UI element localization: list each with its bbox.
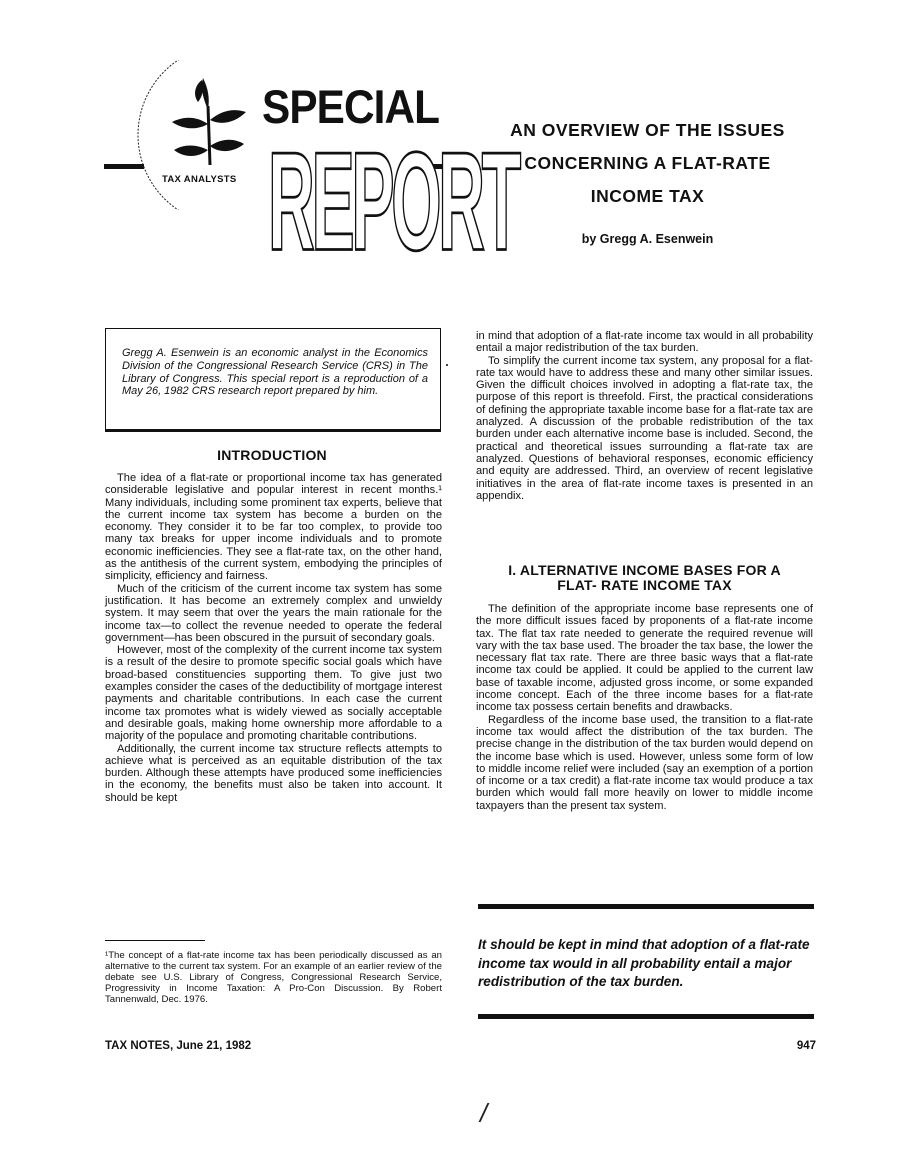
pull-quote-rule-top [478,904,814,909]
continuation-paragraph: in mind that adoption of a flat-rate income tax would in all probability entail a major redistribution of the tax burden. [476,330,813,355]
section-1-paragraph: Regardless of the income base used, the transition to a flat-rate income tax would affect the distribution of the tax burden. The precise change in the distribution of the tax burden would depend on the income base which is used. However, unless some form of low to middle income relief were included (say an exemption of a portion of income or a tax credit) a flat-rate income tax would produce a tax burden which would fall more heavily on lower to middle income taxpayers than the present tax system. [476,713,813,812]
footnote-rule [105,940,205,941]
stray-tick [446,364,448,366]
title-line-1: AN OVERVIEW OF THE ISSUES [510,120,785,140]
title-line-3: INCOME TAX [590,186,705,206]
right-column-body [476,330,813,502]
logo-word-special: SPECIAL [262,80,440,133]
byline: by Gregg A. Esenwein [581,232,714,246]
pull-quote-rule-bottom [478,1014,814,1019]
intro-paragraph: The idea of a flat-rate or proportional income tax has generated considerable legislative and popular interest in recent months.¹ Many individuals, including some prominent tax experts, believe that the current income tax system has become a burden on the economy. They consider it to be far too complex, to provide too many tax breaks for upper income individuals and to promote economic inefficiencies. They see a flat-rate tax, on the other hand, as the antithesis of the current system, embodying the principles of simplicity, efficiency and fairness. [105,472,442,583]
logo-left-dash [104,164,144,169]
introduction-body [105,472,442,804]
section-1-heading-line-2: FLAT- RATE INCOME TAX [557,577,732,593]
section-1-heading-line-1: I. ALTERNATIVE INCOME BASES FOR A [508,562,781,578]
special-report-logo [100,60,518,285]
title-line-2: CONCERNING A FLAT-RATE [524,153,771,173]
footnote: ¹The concept of a flat-rate income tax has been periodically discussed as an alternative to the current tax system. For an example of an earlier review of the debate see U.S. Library of Congress, Congressional Research Service, Progressivity in Income Taxation: A Pro-Con Discussion. By Robert Tannenwald, Dec. 1976. [105,950,442,1005]
purpose-paragraph: To simplify the current income tax system, any proposal for a flat-rate tax would have to address these and many other similar issues. Given the difficult choices involved in adopting a flat-rate tax, the purpose of this report is threefold. First, the practical considerations of defining the appropriate taxable income base for a flat-rate tax are analyzed. A discussion of the probable redistribution of the tax burden under each alternative income base is included. Second, the practical and theoretical issues surrounding a flat-rate tax are analyzed. Questions of behavioral responses, economic efficiency and equity are addressed. Third, an overview of recent legislative initiatives in the area of flat-rate income taxes is presented in an appendix. [476,354,813,502]
stray-slash-mark: / [480,1098,488,1128]
introduction-heading: INTRODUCTION [217,447,327,463]
section-1-body [476,603,813,812]
plant-icon [172,78,246,165]
article-title [470,120,825,219]
section-1-paragraph: The definition of the appropriate income base represents one of the more difficult issues faced by proponents of a flat-rate income tax. The flat tax rate needed to generate the required revenue will vary with the tax base used. The broader the tax base, the lower the necessary flat tax rate. There are three basic ways that a flat-rate income tax could be applied. It could be applied to the current law base of taxable income, adjusted gross income, or some expanded income concept. Each of the three income bases for a flat-rate income tax possess certain benefits and drawbacks. [476,603,813,714]
footer-publication: TAX NOTES, June 21, 1982 [105,1040,252,1052]
intro-paragraph: However, most of the complexity of the current income tax system is a result of the desire to promote specific social goals which have broad-based constituencies supporting them. To give just two examples consider the cases of the deductibility of mortgage interest payments and charitable contributions. In each case the current income tax promotes what is widely viewed as socially acceptable and desirable goals, making home ownership more affordable to a majority of the populace and promoting charitable contributions. [105,644,442,743]
author-box [105,328,441,432]
page-number: 947 [796,1040,816,1052]
logo-circle-text: TAX ANALYSTS [162,174,237,185]
pull-quote: It should be kept in mind that adoption of a flat-rate income tax would in all probability entail a major redistribution of the tax burden. [478,937,810,989]
author-bio: Gregg A. Esenwein is an economic analyst in the Economics Division of the Congressional Research Service (CRS) in The Library of Congress. This special report is a reproduction of a May 26, 1982 CRS research report prepared by him. [122,347,428,398]
logo-word-report: REPORT [268,123,518,280]
intro-paragraph: Additionally, the current income tax structure reflects attempts to achieve what is perceived as an equitable distribution of the tax burden. Although these attempts have produced some inefficiencies in the economy, the benefits must also be taken into account. It should be kept [105,742,442,804]
section-1-heading [476,563,813,593]
intro-paragraph: Much of the criticism of the current income tax system has some justification. It has become an extremely complex and unwieldy system. It may seem that over the years the main rationale for the income tax—to collect the revenue needed to operate the federal government—has been obscured in the pursuit of secondary goals. [105,582,442,644]
